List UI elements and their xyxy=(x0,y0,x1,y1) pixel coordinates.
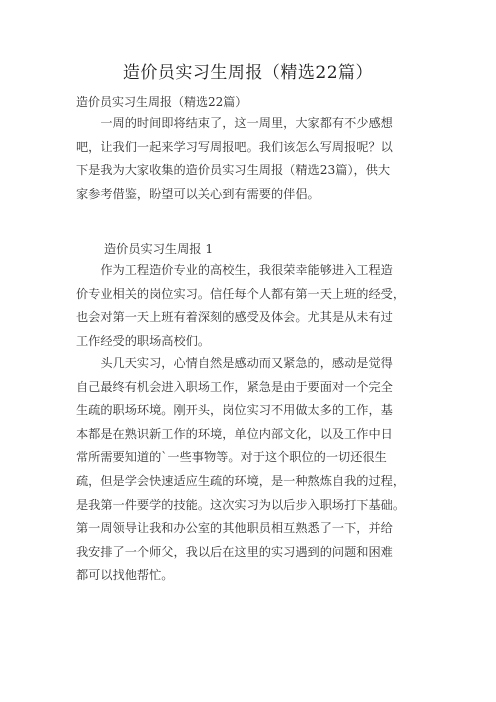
section-heading: 造价员实习生周报 1 xyxy=(104,242,214,256)
intro-line: 一周的时间即将结束了，这一周里，大家都有不少感想 xyxy=(76,116,393,130)
paragraph-line: 生疏的职场环境。刚开头，岗位实习不用做太多的工作，基 xyxy=(76,403,393,418)
paragraph-line: 也会对第一天上班有着深刻的感受及体会。尤其是从未有过 xyxy=(76,310,393,325)
document-subtitle: 造价员实习生周报（精选22篇） xyxy=(76,95,248,109)
paragraph-line: 疏，但是学会快速适应生疏的环境，是一种熬炼自我的过程， xyxy=(76,473,406,488)
paragraph-1 xyxy=(76,259,436,353)
paragraph-line: 本都是在熟识新工作的环境，单位内部文化，以及工作中日 xyxy=(76,426,393,441)
paragraph-line: 常所需要知道的`一些事物等。对于这个职位的一切还很生 xyxy=(76,450,387,465)
paragraph-line: 是我第一件要学的技能。这次实习为以后步入职场打下基础。 xyxy=(76,497,406,512)
paragraph-line: 我安排了一个师父，我以后在这里的实习遇到的问题和困难 xyxy=(76,544,393,559)
paragraph-line: 头几天实习，心情自然是感动而又紧急的，感动是觉得 xyxy=(76,356,393,370)
paragraph-line: 都可以找他帮忙。 xyxy=(76,568,174,583)
paragraph-line: 工作经受的职场高校们。 xyxy=(76,333,211,348)
intro-paragraph xyxy=(76,112,436,206)
paragraph-line: 第一周领导让我和办公室的其他职员相互熟悉了一下，并给 xyxy=(76,521,393,536)
paragraph-2 xyxy=(76,352,436,588)
intro-line: 吧，让我们一起来学习写周报吧。我们该怎么写周报呢？以 xyxy=(76,139,393,154)
intro-line: 下是我为大家收集的造价员实习生周报（精选23篇），供大 xyxy=(76,163,391,178)
document-title: 造价员实习生周报（精选22篇） xyxy=(122,63,374,83)
intro-line: 家参考借鉴，盼望可以关心到有需要的伴侣。 xyxy=(76,186,320,201)
paragraph-line: 价专业相关的岗位实习。信任每个人都有第一天上班的经受， xyxy=(76,286,406,301)
paragraph-line: 作为工程造价专业的高校生，我很荣幸能够进入工程造 xyxy=(76,263,393,277)
paragraph-line: 自己最终有机会进入职场工作，紧急是由于要面对一个完全 xyxy=(76,379,393,394)
